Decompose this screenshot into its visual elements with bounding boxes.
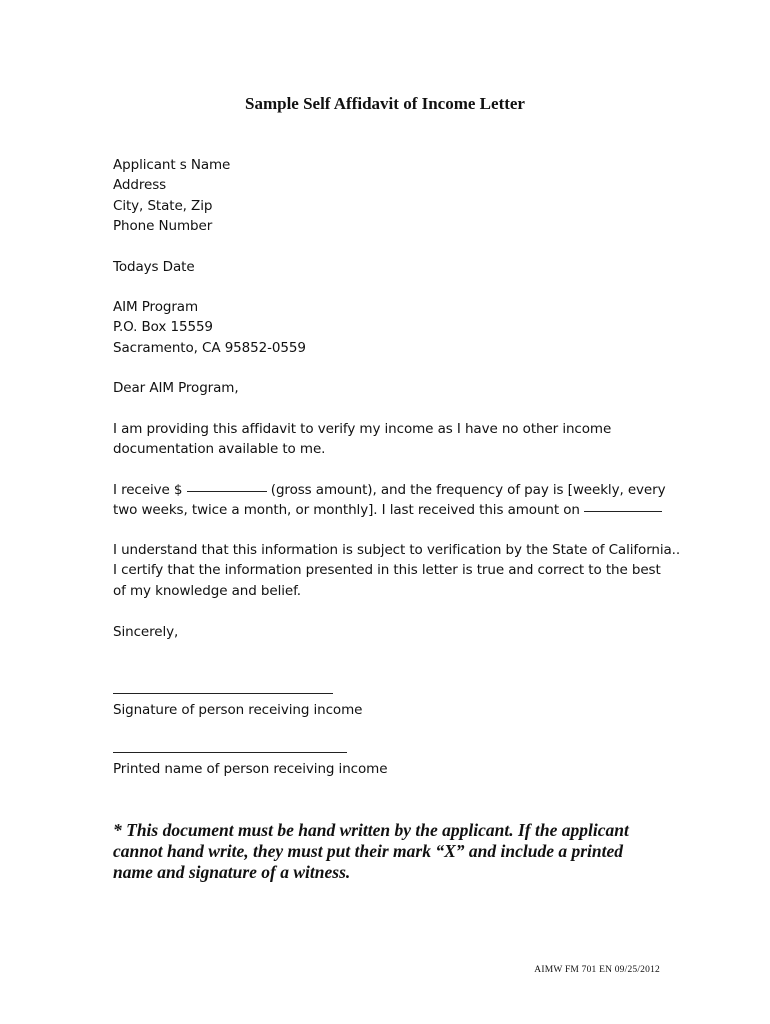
date-text: Todays Date bbox=[113, 259, 195, 275]
paragraph-income-details bbox=[113, 480, 673, 521]
recipient-address-block bbox=[113, 297, 673, 358]
notice-line2: cannot hand write, they must put their mark “X” and include a printed bbox=[113, 841, 624, 861]
paragraph2-line2-prefix: two weeks, twice a month, or monthly]. I last received this amount on bbox=[113, 502, 580, 519]
paragraph3-line1: I understand that this information is subject to verification by the State of California.. bbox=[113, 542, 681, 558]
recipient-pobox-line: P.O. Box 15559 bbox=[113, 319, 213, 336]
notice-line3: name and signature of a witness. bbox=[113, 862, 351, 882]
signature-line bbox=[113, 693, 333, 694]
applicant-phone-line: Phone Number bbox=[113, 217, 213, 234]
recipient-name-line: AIM Program bbox=[113, 299, 199, 315]
recipient-city-line: Sacramento, CA 95852-0559 bbox=[113, 339, 306, 356]
signature-label-block bbox=[113, 700, 673, 720]
handwriting-notice bbox=[113, 820, 673, 883]
notice-line1: * This document must be hand written by the applicant. If the applicant bbox=[113, 820, 629, 840]
paragraph3-line3: of my knowledge and belief. bbox=[113, 582, 301, 599]
last-received-date-blank bbox=[584, 510, 662, 512]
applicant-address-block bbox=[113, 155, 673, 236]
salutation-text: Dear AIM Program, bbox=[113, 380, 239, 396]
paragraph-certification bbox=[113, 540, 681, 601]
document-title: Sample Self Affidavit of Income Letter bbox=[245, 94, 525, 113]
paragraph-affidavit-purpose bbox=[113, 419, 673, 460]
gross-amount-blank bbox=[187, 490, 267, 492]
paragraph1-line1: I am providing this affidavit to verify my income as I have no other income bbox=[113, 421, 612, 437]
paragraph2-line2 bbox=[113, 500, 673, 520]
signature-label: Signature of person receiving income bbox=[113, 702, 363, 718]
applicant-address-line: Address bbox=[113, 177, 167, 194]
printed-name-label-block bbox=[113, 759, 673, 779]
closing bbox=[113, 622, 673, 642]
date-line bbox=[113, 257, 673, 277]
paragraph3-line2: I certify that the information presented in this letter is true and correct to the best bbox=[113, 562, 661, 579]
form-number: AIMW FM 701 EN 09/25/2012 bbox=[534, 965, 660, 975]
paragraph1-line2: documentation available to me. bbox=[113, 441, 326, 458]
paragraph2-line1 bbox=[113, 480, 673, 500]
printed-name-label: Printed name of person receiving income bbox=[113, 761, 388, 777]
paragraph2-line1-prefix: I receive $ bbox=[113, 482, 183, 498]
printed-name-line bbox=[113, 752, 347, 753]
closing-text: Sincerely, bbox=[113, 624, 179, 640]
salutation bbox=[113, 378, 673, 398]
applicant-name-line: Applicant s Name bbox=[113, 157, 231, 173]
paragraph2-line1-suffix: (gross amount), and the frequency of pay is [weekly, every bbox=[270, 482, 666, 498]
applicant-city-line: City, State, Zip bbox=[113, 197, 213, 214]
